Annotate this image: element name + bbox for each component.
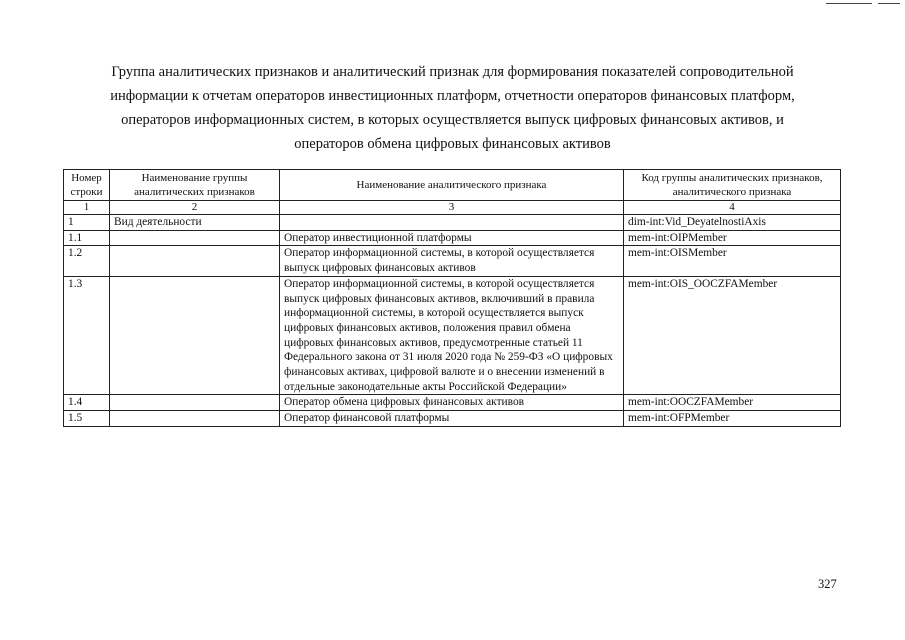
column-number-row: [64, 201, 841, 215]
row-number: 1.2: [64, 246, 110, 276]
analytic-features-table: [63, 169, 841, 427]
feature-code: mem-int:OFPMember: [624, 411, 841, 427]
row-number: 1.3: [64, 276, 110, 395]
feature-code: mem-int:OIS_OOCZFAMember: [624, 276, 841, 395]
feature-name: Оператор обмена цифровых финансовых активов: [280, 395, 624, 411]
group-name: [110, 230, 280, 246]
row-number: 1.5: [64, 411, 110, 427]
title-line: операторов информационных систем, в которых осуществляется выпуск цифровых финансовых активов, и: [121, 112, 784, 128]
document-title: [80, 60, 825, 156]
table-row: [64, 215, 841, 231]
column-number: 4: [624, 201, 841, 215]
header-code: Код группы аналитических признаков, аналитического признака: [624, 170, 841, 201]
column-number: 3: [280, 201, 624, 215]
scan-edge-mark: [826, 3, 872, 4]
row-number: 1.1: [64, 230, 110, 246]
feature-name: Оператор инвестиционной платформы: [280, 230, 624, 246]
scan-edge-mark: [878, 3, 900, 4]
group-name: [110, 411, 280, 427]
feature-name: Оператор информационной системы, в которой осуществляется выпуск цифровых финансовых активов, включивший в правила информационной системы, в которой осуществляется выпуск цифровых финансовых активов, положения правил обмена цифровых финансовых активов, предусмотренные статьей 11 Федерального закона от 31 июля 2020 года № 259-ФЗ «О цифровых финансовых активах, цифровой валюте и о внесении изменений в отдельные законодательные акты Российской Федерации»: [280, 276, 624, 395]
column-number: 2: [110, 201, 280, 215]
feature-code: mem-int:OOCZFAMember: [624, 395, 841, 411]
table-row: [64, 395, 841, 411]
table-row: [64, 230, 841, 246]
feature-code: mem-int:OISMember: [624, 246, 841, 276]
title-line: операторов обмена цифровых финансовых активов: [294, 136, 611, 152]
table-row: [64, 246, 841, 276]
group-name: [110, 395, 280, 411]
header-group-name: Наименование группы аналитических признаков: [110, 170, 280, 201]
row-number: 1: [64, 215, 110, 231]
feature-code: mem-int:OIPMember: [624, 230, 841, 246]
group-name: [110, 276, 280, 395]
table-row: [64, 411, 841, 427]
feature-name: Оператор финансовой платформы: [280, 411, 624, 427]
feature-code: dim-int:Vid_DeyatelnostiAxis: [624, 215, 841, 231]
column-number: 1: [64, 201, 110, 215]
page-number: 327: [818, 577, 837, 591]
feature-name: [280, 215, 624, 231]
table-header-row: [64, 170, 841, 201]
header-row-number: Номер строки: [64, 170, 110, 201]
row-number: 1.4: [64, 395, 110, 411]
table-row: [64, 276, 841, 395]
feature-name: Оператор информационной системы, в которой осуществляется выпуск цифровых финансовых активов: [280, 246, 624, 276]
header-feature-name: Наименование аналитического признака: [280, 170, 624, 201]
title-line: информации к отчетам операторов инвестиционных платформ, отчетности операторов финансовых платформ,: [110, 88, 795, 104]
group-name: Вид деятельности: [110, 215, 280, 231]
title-line: Группа аналитических признаков и аналитический признак для формирования показателей сопроводительной: [111, 64, 794, 80]
group-name: [110, 246, 280, 276]
